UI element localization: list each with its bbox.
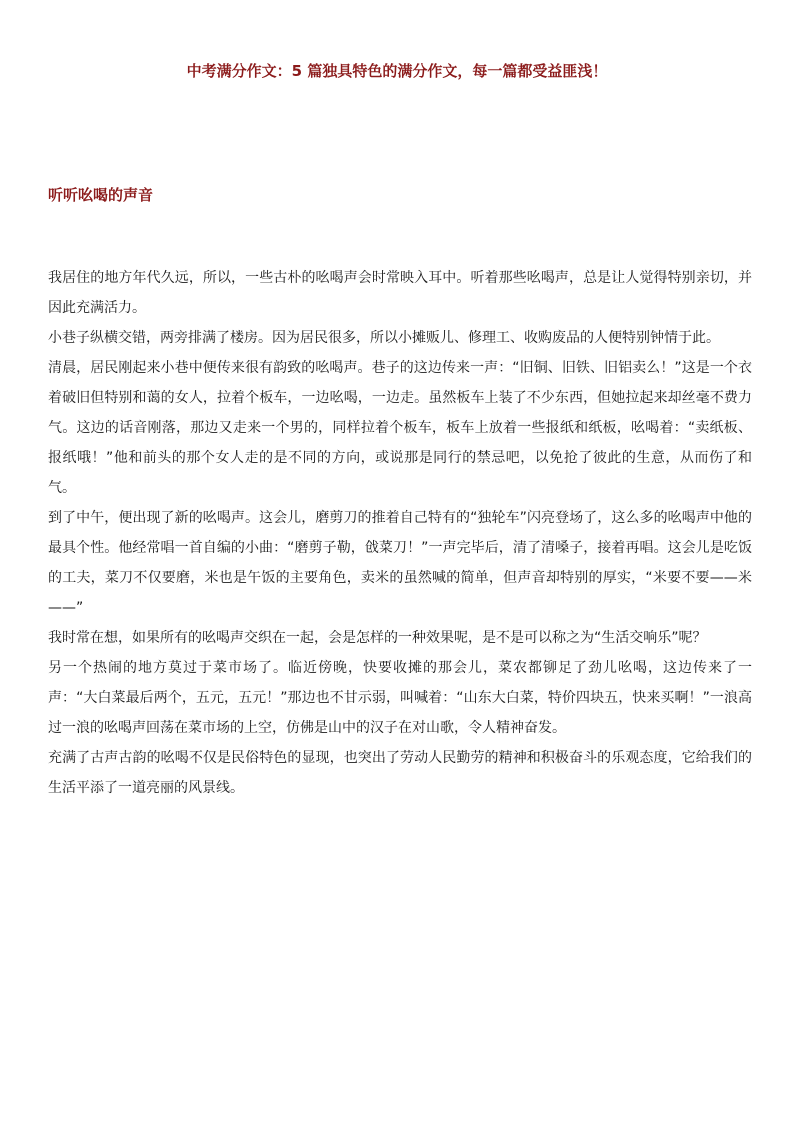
paragraph: 清晨，居民刚起来小巷中便传来很有韵致的吆喝声。巷子的这边传来一声：“旧铜、旧铁、旧铝卖么！”这是一个衣着破旧但特别和蔼的女人，拉着个板车，一边吆喝，一边走。虽然板车上装了不少东西，但她拉起来却丝毫不费力气。这边的话音刚落，那边又走来一个男的，同样拉着个板车，板车上放着一些报纸和纸板，吆喝着：“卖纸板、报纸哦！”他和前头的那个女人走的是不同的方向，或说那是同行的禁忌吧，以免抢了彼此的生意，从而伤了和气。 bbox=[48, 360, 752, 496]
paragraph: 我居住的地方年代久远，所以，一些古朴的吆喝声会时常映入耳中。听着那些吆喝声，总是让人觉得特别亲切，并因此充满活力。 bbox=[48, 270, 752, 316]
document-title: 中考满分作文：5 篇独具特色的满分作文，每一篇都受益匪浅！ bbox=[186, 62, 608, 80]
paragraph: 小巷子纵横交错，两旁排满了楼房。因为居民很多，所以小摊贩儿、修理工、收购废品的人便特别钟情于此。 bbox=[48, 330, 720, 346]
section-heading: 听听吆喝的声音 bbox=[48, 186, 154, 204]
paragraph: 另一个热闹的地方莫过于菜市场了。临近傍晚，快要收摊的那会儿，菜农都铆足了劲儿吆喝，这边传来了一声：“大白菜最后两个，五元，五元！”那边也不甘示弱，叫喊着：“山东大白菜，特价四块五，快来买啊！”一浪高过一浪的吆喝声回荡在菜市场的上空，仿佛是山中的汉子在对山歌，令人精神奋发。 bbox=[48, 660, 752, 736]
paragraph: 到了中午，便出现了新的吆喝声。这会儿，磨剪刀的推着自己特有的“独轮车”闪亮登场了，这么多的吆喝声中他的最具个性。他经常唱一首自编的小曲：“磨剪子勒，戗菜刀！”一声完毕后，清了清嗓子，接着再唱。这会儿是吃饭的工夫，菜刀不仅要磨，米也是午饭的主要角色，卖米的虽然喊的简单，但声音却特别的厚实，“米要不要——米——” bbox=[48, 510, 752, 616]
article-body bbox=[48, 263, 752, 803]
paragraph: 充满了古声古韵的吆喝不仅是民俗特色的显现，也突出了劳动人民勤劳的精神和积极奋斗的乐观态度，它给我们的生活平添了一道亮丽的风景线。 bbox=[48, 750, 752, 796]
paragraph: 我时常在想，如果所有的吆喝声交织在一起，会是怎样的一种效果呢，是不是可以称之为“生活交响乐”呢？ bbox=[48, 630, 707, 646]
